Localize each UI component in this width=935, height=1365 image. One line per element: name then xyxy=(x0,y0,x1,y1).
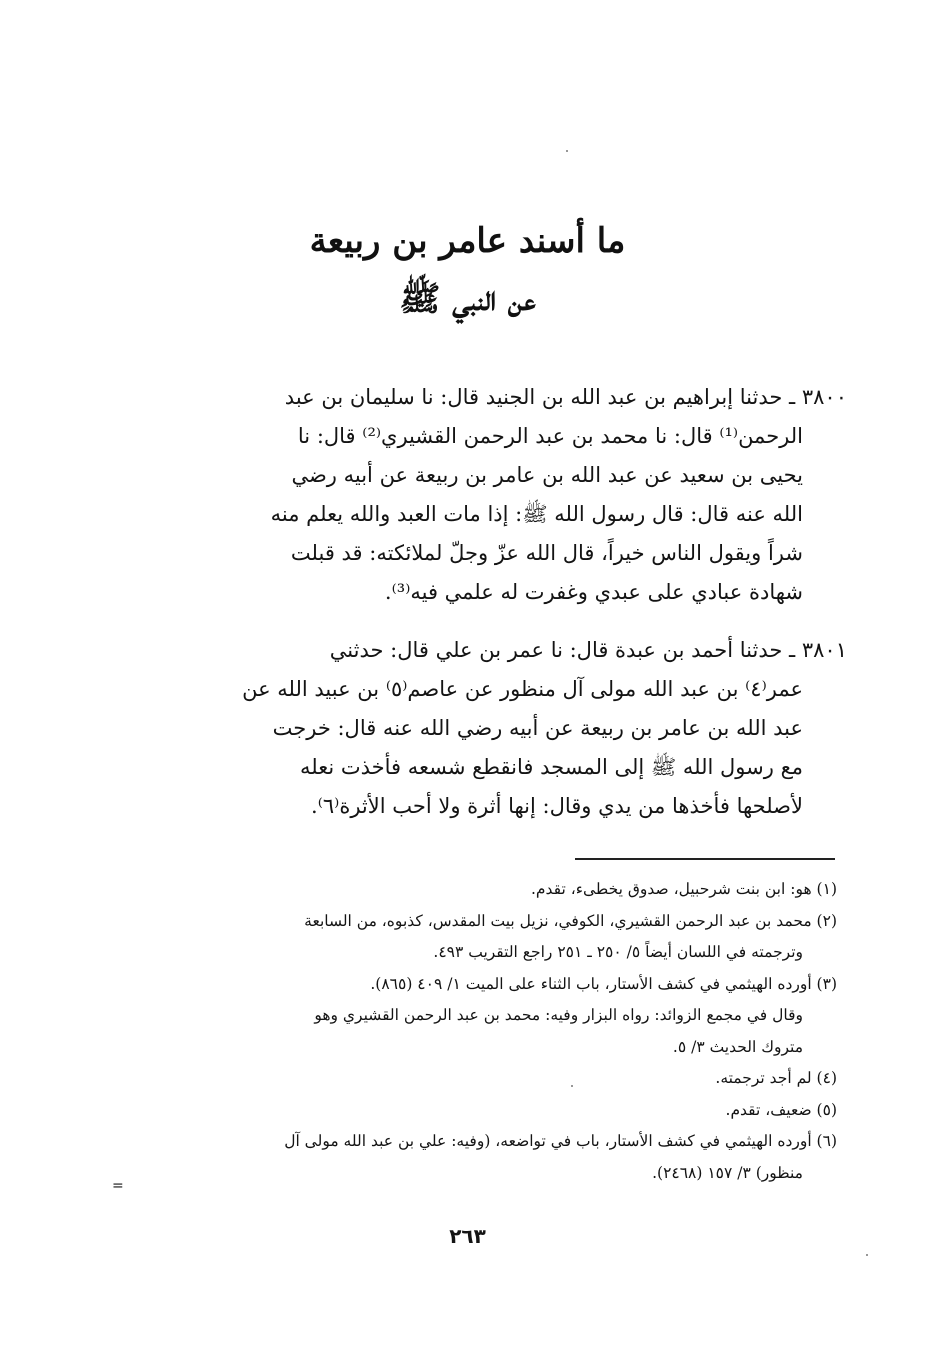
hadith-3801 xyxy=(130,631,847,826)
hadith-line: لأصلحها فأخذها من يدي وقال: إنها أثرة ولا أحب الأثرة⁽٦⁾. xyxy=(311,794,803,818)
footnotes xyxy=(118,874,837,1189)
hadith-line: يحيى بن سعيد عن عبد الله بن عامر بن ربيعة عن أبيه رضي xyxy=(291,463,803,487)
hadith-line: شراً ويقول الناس خيراً، قال الله عزّ وجلّ لملائكته: قد قبلت xyxy=(290,541,803,565)
hadith-line: الرحمن⁽¹⁾ قال: نا محمد بن عبد الرحمن القشيري⁽²⁾ قال: نا xyxy=(297,424,803,448)
footnote-3-continued: متروك الحديث ٣/ ٥. xyxy=(672,1037,803,1056)
footnote-6-continued: منظور) ٣/ ١٥٧ (٢٤٦٨). xyxy=(652,1163,803,1182)
footnote-2-continued: وترجمته في اللسان أيضاً ٥/ ٢٥٠ ـ ٢٥١ راجع التقريب ٤٩٣. xyxy=(433,943,803,961)
footnote-1: (١) هو: ابن بنت شرحبيل، صدوق يخطىء، تقدم. xyxy=(530,880,837,898)
chapter-subtitle: عن النبي ﷺ xyxy=(399,279,536,319)
hadith-line: شهادة عبادي على عبدي وغفرت له علمي فيه⁽³⁾. xyxy=(384,580,803,604)
footnote-5: (٥) ضعيف، تقدم. xyxy=(725,1100,837,1119)
chapter-title: ما أسند عامر بن ربيعة xyxy=(309,221,626,261)
footnote-separator xyxy=(575,858,835,860)
scan-speck xyxy=(571,1085,573,1087)
hadith-line: مع رسول الله ﷺ إلى المسجد فانقطع شسعه فأخذت نعله xyxy=(299,755,803,779)
hadith-line: ٣٨٠٠ ـ حدثنا إبراهيم بن عبد الله بن الجنيد قال: نا سليمان بن عبد xyxy=(284,385,847,409)
hadith-line: عمر⁽٤⁾ بن عبد الله مولى آل منظور عن عاصم⁽٥⁾ بن عبيد الله عن xyxy=(242,677,803,701)
hadith-3800 xyxy=(130,378,847,612)
page-number: ٢٦٣ xyxy=(449,1224,486,1248)
scan-speck xyxy=(866,1254,868,1256)
scan-speck xyxy=(566,150,568,152)
hadith-line: ٣٨٠١ ـ حدثنا أحمد بن عبدة قال: نا عمر بن علي قال: حدثني xyxy=(329,638,847,662)
footnote-3-continued: وقال في مجمع الزوائد: رواه البزار وفيه: محمد بن عبد الرحمن القشيري وهو xyxy=(314,1006,803,1024)
hadith-line: عبد الله بن عامر بن ربيعة عن أبيه رضي الله عنه قال: خرجت xyxy=(272,716,803,740)
footnote-3: (٣) أورده الهيثمي في كشف الأستار، باب الثناء على الميت ١/ ٤٠٩ (٨٦٥). xyxy=(370,974,837,993)
footnote-2: (٢) محمد بن عبد الرحمن القشيري، الكوفي، نزيل بيت المقدس، كذبوه، من السابعة xyxy=(304,911,837,930)
footnote-4: (٤) لم أجد ترجمته. xyxy=(715,1069,837,1087)
hadith-line: الله عنه قال: قال رسول الله ﷺ: إذا مات العبد والله يعلم منه xyxy=(270,502,803,526)
continuation-mark: = xyxy=(112,1178,124,1194)
footnote-6: (٦) أورده الهيثمي في كشف الأستار، باب في تواضعه، (وفيه: علي بن عبد الله مولى آل xyxy=(284,1132,837,1150)
